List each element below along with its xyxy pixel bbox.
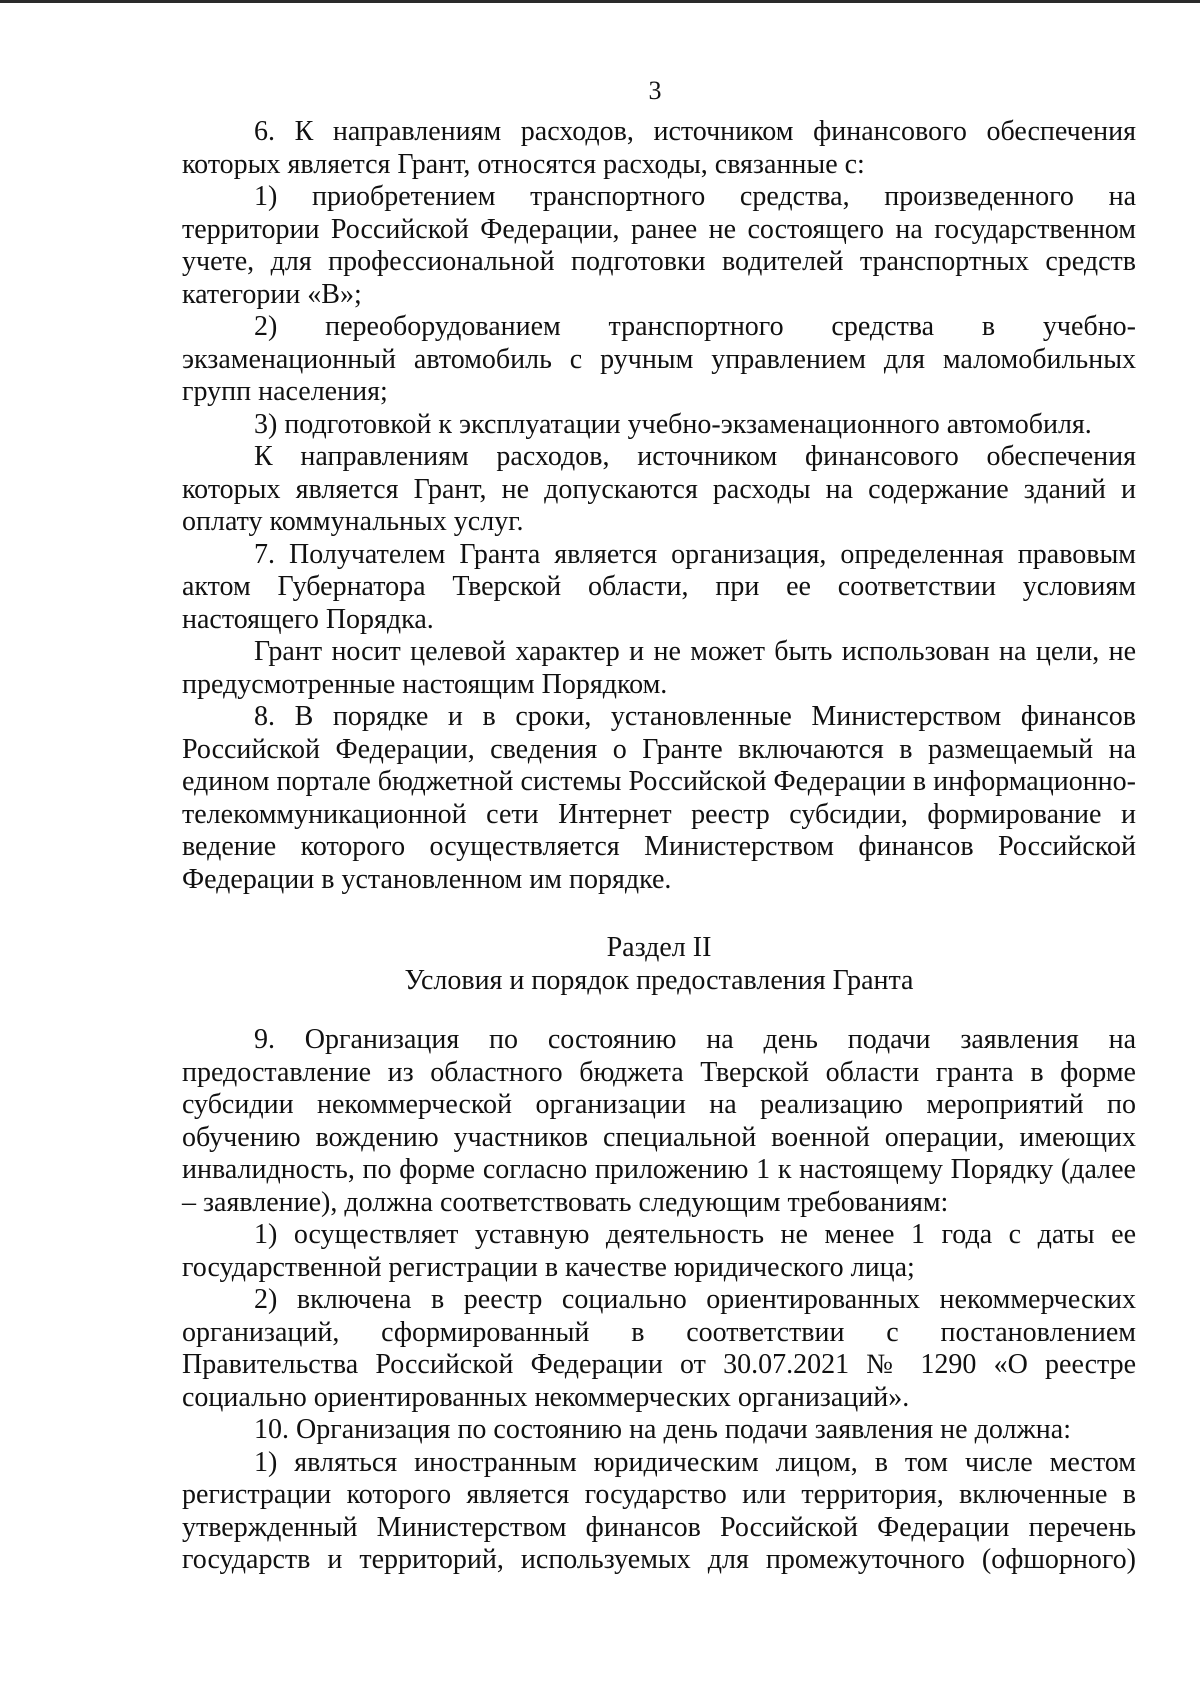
section-title: Условия и порядок предоставления Гранта [404, 964, 914, 996]
paragraph-8: 8. В порядке и в сроки, установленные Министерством финансов Российской Федерации, сведения о Гранте включаются в размещаемый на едином портале бюджетной системы Российской Федерации в информационно-телекоммуникационной сети Интернет реестр субсидии, формирование и ведение которого осуществляется Министерством финансов Российской Федерации в установленном им порядке. [182, 701, 1136, 895]
page-number: 3 [648, 76, 662, 105]
document-body [182, 116, 1136, 1577]
paragraph-6: 6. К направлениям расходов, источником финансового обеспечения которых является Грант, относятся расходы, связанные с: [182, 116, 1136, 180]
section-label: Раздел II [606, 932, 712, 963]
spacer [182, 997, 1136, 1024]
paragraph-6-exclusions: К направлениям расходов, источником финансового обеспечения которых является Грант, не допускаются расходы на содержание зданий и оплату коммунальных услуг. [182, 441, 1136, 537]
spacer [182, 896, 1136, 932]
paragraph-9-item-1: 1) осуществляет уставную деятельность не менее 1 года с даты ее государственной регистрации в качестве юридического лица; [182, 1219, 1136, 1283]
top-edge-line [0, 0, 1200, 3]
paragraph-9: 9. Организация по состоянию на день подачи заявления на предоставление из областного бюджета Тверской области гранта в форме субсидии некоммерческой организации на реализацию мероприятий по обучению вождению участников специальной военной операции, имеющих инвалидность, по форме согласно приложению 1 к настоящему Порядку (далее – заявление), должна соответствовать следующим требованиям: [182, 1024, 1136, 1218]
paragraph-6-item-1: 1) приобретением транспортного средства, произведенного на территории Российской Федерации, ранее не состоящего на государственном учете, для профессиональной подготовки водителей транспортных средств категории «В»; [182, 181, 1136, 310]
paragraph-10: 10. Организация по состоянию на день подачи заявления не должна: [254, 1414, 1071, 1445]
paragraph-9-item-2: 2) включена в реестр социально ориентированных некоммерческих организаций, сформированный в соответствии с постановлением Правительства Российской Федерации от 30.07.2021 № 1290 «О реестре социально ориентированных некоммерческих организаций». [182, 1284, 1136, 1413]
paragraph-6-item-2: 2) переоборудованием транспортного средства в учебно-экзаменационный автомобиль с ручным управлением для маломобильных групп населения; [182, 311, 1136, 407]
paragraph-7: 7. Получателем Гранта является организация, определенная правовым актом Губернатора Тверской области, при ее соответствии условиям настоящего Порядка. [182, 538, 1136, 635]
paragraph-7-purpose: Грант носит целевой характер и не может быть использован на цели, не предусмотренные настоящим Порядком. [182, 636, 1136, 700]
paragraph-10-item-1: 1) являться иностранным юридическим лицом, в том числе местом регистрации которого является государство или территория, включенные в утвержденный Министерством финансов Российской Федерации перечень государств и территорий, используемых для промежуточного (офшорного) [182, 1446, 1136, 1575]
paragraph-6-item-3: 3) подготовкой к эксплуатации учебно-экзаменационного автомобиля. [254, 408, 1092, 440]
